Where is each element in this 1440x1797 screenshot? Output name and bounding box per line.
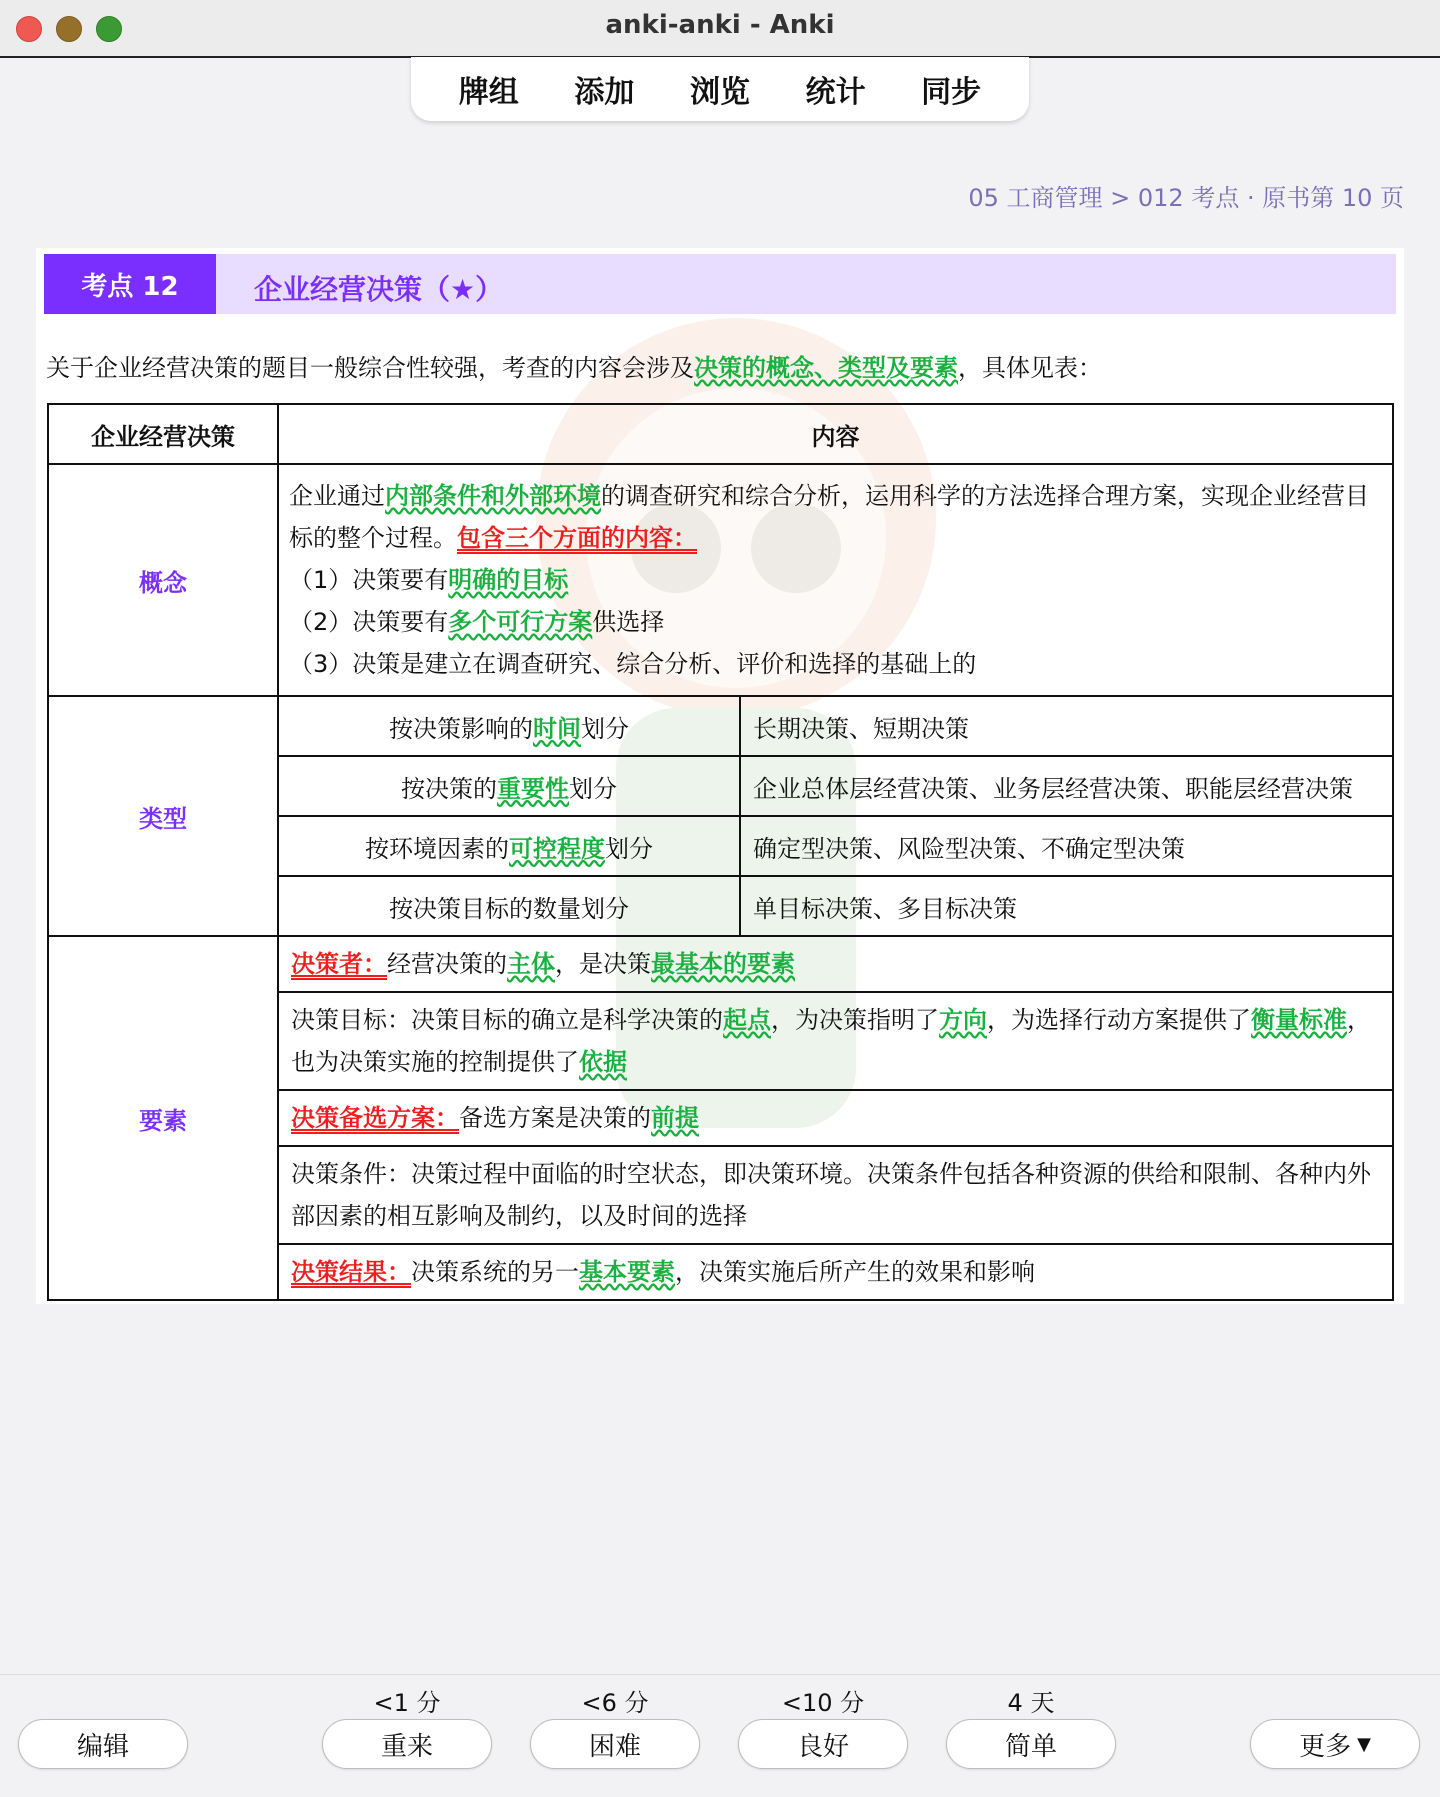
type-text: 划分: [569, 774, 617, 803]
concept-highlight: 内部条件和外部环境: [385, 482, 601, 510]
toolbar-browse[interactable]: 浏览: [689, 75, 750, 110]
type-text: 按决策的: [401, 774, 497, 803]
type-value-1: 长期决策、短期决策: [740, 696, 1393, 756]
more-button[interactable]: [1250, 1719, 1420, 1769]
table-header-topic: 企业经营决策: [48, 404, 278, 464]
element-highlight: 最基本的要素: [651, 950, 795, 978]
element-red-label: 决策备选方案：: [291, 1104, 459, 1132]
table-header-content: 内容: [278, 404, 1393, 464]
row-label-types: 类型: [48, 696, 278, 936]
review-footer: [0, 1674, 1440, 1797]
intro-suffix: ，具体见表：: [958, 354, 1102, 382]
element-decision-goal: [278, 992, 1393, 1090]
element-highlight: 衡量标准: [1251, 1006, 1347, 1034]
type-criterion-3: [278, 816, 740, 876]
element-red-label: 决策者：: [291, 950, 387, 978]
chevron-down-icon: ▼: [1357, 1733, 1371, 1755]
row-label-elements: 要素: [48, 936, 278, 1300]
concept-item-3: （3）决策是建立在调查研究、综合分析、评价和选择的基础上的: [289, 650, 977, 678]
element-highlight: 起点: [723, 1006, 771, 1034]
concept-item-2: [289, 601, 1382, 643]
element-text: ，为选择行动方案提供了: [987, 1006, 1251, 1034]
element-text: 经营决策的: [387, 950, 507, 978]
breadcrumb: 05 工商管理 > 012 考点 · 原书第 10 页: [968, 184, 1404, 212]
type-highlight: 重要性: [497, 774, 569, 803]
easy-button[interactable]: 简单: [946, 1719, 1116, 1769]
hard-button[interactable]: 困难: [530, 1719, 700, 1769]
intro-highlight: 决策的概念、类型及要素: [694, 354, 958, 382]
review-card: [36, 248, 1404, 1304]
toolbar-decks[interactable]: 牌组: [458, 75, 519, 110]
element-highlight: 方向: [939, 1006, 987, 1034]
type-criterion-2: [278, 756, 740, 816]
row-label-concept: 概念: [48, 464, 278, 696]
type-highlight: 可控程度: [509, 834, 605, 863]
title-bar: [0, 0, 1440, 58]
element-result: [278, 1244, 1393, 1300]
element-highlight: 主体: [507, 950, 555, 978]
intro-text: [46, 348, 1102, 383]
again-button[interactable]: 重来: [322, 1719, 492, 1769]
element-red-label: 决策结果：: [291, 1258, 411, 1286]
concept-item-text: （2）决策要有: [289, 608, 449, 636]
element-text: 决策目标：决策目标的确立是科学决策的: [291, 1006, 723, 1034]
element-text: ，是决策: [555, 950, 651, 978]
element-text: ，为决策指明了: [771, 1006, 939, 1034]
edit-button[interactable]: 编辑: [18, 1719, 188, 1769]
type-value-4: 单目标决策、多目标决策: [740, 876, 1393, 936]
toolbar-stats[interactable]: 统计: [805, 75, 866, 110]
type-criterion-4: 按决策目标的数量划分: [278, 876, 740, 936]
window-title: anki-anki - Anki: [605, 10, 835, 40]
type-text: 按环境因素的: [365, 834, 509, 863]
concept-text: 的调查研究和综合分析，运用科学的方法选择合理方案，实现企业经营目标的整个过程。: [289, 482, 1369, 552]
topic-tag: 考点 12: [44, 254, 216, 314]
concept-red-highlight: 包含三个方面的内容：: [457, 524, 697, 552]
concept-content: [278, 464, 1393, 696]
toolbar-sync[interactable]: 同步: [921, 75, 982, 110]
type-text: 按决策影响的: [389, 714, 533, 743]
concept-item-1: [289, 559, 1382, 601]
element-text: 决策系统的另一: [411, 1258, 579, 1286]
due-hard: <6 分: [581, 1689, 649, 1717]
more-label: 更多: [1299, 1731, 1352, 1762]
type-criterion-1: [278, 696, 740, 756]
type-text: 划分: [605, 834, 653, 863]
due-good: <10 分: [781, 1689, 865, 1717]
topic-header: [44, 254, 1396, 314]
due-again: <1 分: [373, 1689, 441, 1717]
topic-title: 企业经营决策（★）: [254, 273, 504, 306]
element-text: ，决策实施后所产生的效果和影响: [675, 1258, 1035, 1286]
type-text: 划分: [581, 714, 629, 743]
concept-item-text: 供选择: [592, 608, 665, 636]
element-text: ，也为决策实施的控制提供了: [291, 1006, 1371, 1076]
element-highlight: 前提: [651, 1104, 699, 1132]
concept-item-highlight: 明确的目标: [448, 566, 569, 594]
element-alternatives: [278, 1090, 1393, 1146]
element-highlight: 依据: [579, 1048, 627, 1076]
toolbar-add[interactable]: 添加: [574, 75, 635, 110]
element-conditions: 决策条件：决策过程中面临的时空状态，即决策环境。决策条件包括各种资源的供给和限制、各种内外部因素的相互影响及制约，以及时间的选择: [278, 1146, 1393, 1244]
main-toolbar: [411, 57, 1029, 121]
intro-prefix: 关于企业经营决策的题目一般综合性较强，考查的内容会涉及: [46, 354, 694, 382]
concept-item-highlight: 多个可行方案: [448, 608, 593, 636]
concept-item-text: （1）决策要有: [289, 566, 449, 594]
element-highlight: 基本要素: [579, 1258, 675, 1286]
type-value-2: 企业总体层经营决策、业务层经营决策、职能层经营决策: [740, 756, 1393, 816]
due-easy: 4 天: [1007, 1689, 1055, 1717]
concept-text: 企业通过: [289, 482, 385, 510]
type-value-3: 确定型决策、风险型决策、不确定型决策: [740, 816, 1393, 876]
element-decision-maker: [278, 936, 1393, 992]
good-button[interactable]: 良好: [738, 1719, 908, 1769]
element-text: 备选方案是决策的: [459, 1104, 651, 1132]
decision-table: [47, 403, 1394, 1301]
type-highlight: 时间: [533, 714, 581, 743]
concept-paragraph: [289, 475, 1382, 559]
